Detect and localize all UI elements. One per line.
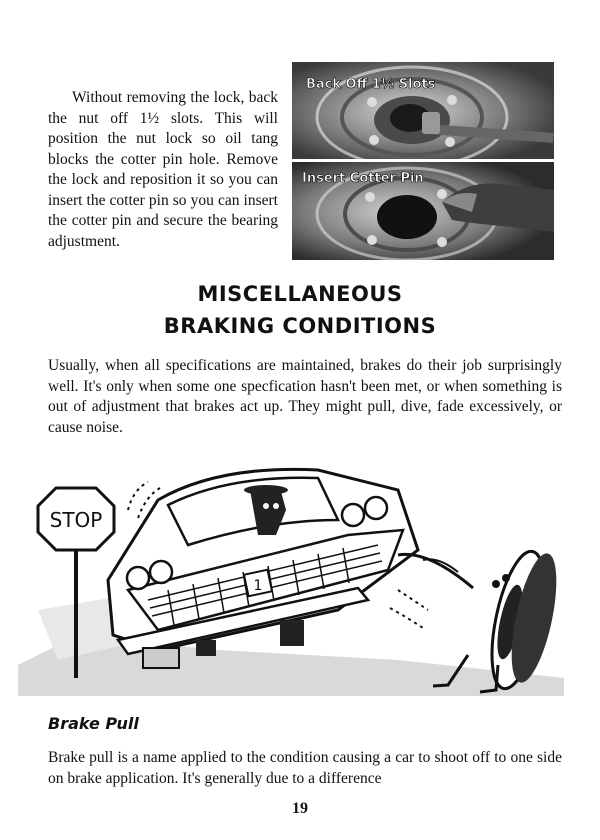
brake-pull-subheading: Brake Pull bbox=[48, 714, 139, 733]
headlight-icon bbox=[342, 504, 364, 526]
brake-adjustment-photo bbox=[292, 62, 554, 260]
stop-sign-text: STOP bbox=[49, 508, 103, 532]
intro-paragraph: Without removing the lock, back the nut off 1½ slots. This will position the nut lock so oil tang blocks the cotter pin hole. Remove the lock and reposition it so you can insert the cotter pin so you can insert the cotter pin and secure the bearing adjustment. bbox=[48, 89, 278, 250]
photo-caption-bottom: Insert Cotter Pin bbox=[302, 171, 424, 186]
headlight-icon bbox=[150, 561, 172, 583]
license-plate: 1 bbox=[253, 578, 263, 594]
headlight-icon bbox=[127, 567, 149, 589]
section-intro-paragraph: Usually, when all specifications are maintained, brakes do their job surprisingly well. It's only when some one specfication hasn't been met, or when something is out of adjustment that brakes act up. They might pull, dive, fade excessively, or cause noise. bbox=[48, 357, 562, 436]
section-heading-line1: MISCELLANEOUS bbox=[197, 282, 403, 306]
headlight-icon bbox=[365, 497, 387, 519]
brake-pull-paragraph: Brake pull is a name applied to the condition causing a car to shoot off to one side on brake application. It's generally due to a difference bbox=[48, 749, 562, 787]
photo-caption-top: Back Off 1½ Slots bbox=[306, 77, 436, 92]
brake-pull-cartoon bbox=[18, 460, 564, 696]
section-heading-line2: BRAKING CONDITIONS bbox=[163, 314, 437, 338]
page-number: 19 bbox=[292, 800, 308, 817]
